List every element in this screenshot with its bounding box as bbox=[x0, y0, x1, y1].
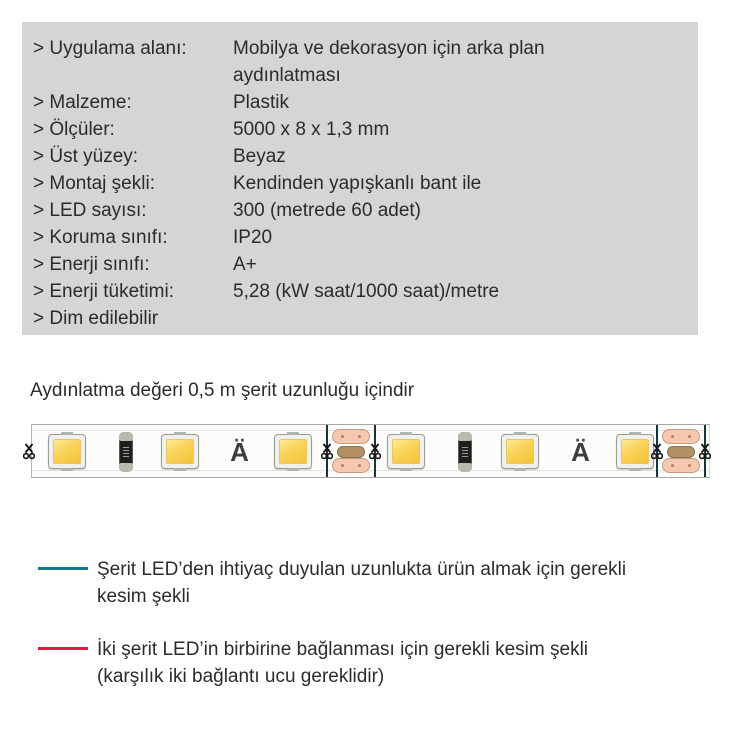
spec-row bbox=[33, 224, 688, 251]
spec-value: Kendinden yapışkanlı bant ile bbox=[233, 173, 482, 194]
led-chip bbox=[392, 439, 420, 464]
led-chip bbox=[279, 439, 307, 464]
spec-row bbox=[33, 197, 688, 224]
led-solder-tab bbox=[400, 468, 412, 471]
resistor-cap bbox=[458, 432, 472, 441]
spec-value bbox=[233, 305, 653, 332]
solder-point bbox=[358, 435, 361, 438]
led-chip bbox=[621, 439, 649, 464]
resistor-marking bbox=[123, 447, 129, 458]
led-module bbox=[161, 434, 199, 469]
solder-point bbox=[671, 464, 674, 467]
led-module bbox=[616, 434, 654, 469]
spec-value: Beyaz bbox=[233, 146, 286, 167]
scissors-icon bbox=[23, 443, 35, 460]
scissors-icon bbox=[321, 443, 333, 460]
spec-label: > Ölçüler: bbox=[33, 119, 115, 140]
spec-row bbox=[33, 305, 688, 332]
led-chip bbox=[166, 439, 194, 464]
solder-point bbox=[341, 464, 344, 467]
resistor-cap bbox=[119, 432, 133, 441]
haefele-a-umlaut-logo: Ä bbox=[230, 437, 248, 467]
solder-point bbox=[341, 435, 344, 438]
solder-point bbox=[671, 435, 674, 438]
spec-row bbox=[33, 89, 688, 116]
connector-oval bbox=[667, 446, 695, 458]
legend-color-line bbox=[38, 647, 88, 650]
solder-point bbox=[358, 464, 361, 467]
led-strip-illustration bbox=[31, 424, 710, 478]
spec-row bbox=[33, 278, 688, 305]
haefele-a-umlaut-logo: Ä bbox=[571, 437, 589, 467]
solder-pad bbox=[332, 458, 370, 473]
connector-oval bbox=[337, 446, 365, 458]
scissors-icon bbox=[699, 443, 711, 460]
spec-label: > Uygulama alanı: bbox=[33, 38, 187, 59]
spec-box bbox=[22, 22, 698, 335]
led-solder-tab bbox=[629, 432, 641, 435]
caption: Aydınlatma değeri 0,5 m şerit uzunluğu içindir bbox=[30, 380, 415, 401]
legend-item bbox=[38, 556, 678, 610]
legend-text: İki şerit LED’in birbirine bağlanması için gerekli kesim şekli (karşılık iki bağlantı ucu gereklidir) bbox=[97, 639, 589, 687]
spec-label: > Enerji sınıfı: bbox=[33, 254, 150, 275]
led-solder-tab bbox=[287, 432, 299, 435]
cut-legend bbox=[38, 556, 678, 690]
solder-connector bbox=[326, 425, 376, 477]
led-module bbox=[274, 434, 312, 469]
spec-label: > Dim edilebilir bbox=[33, 308, 159, 329]
spec-value: 5,28 (kW saat/1000 saat)/metre bbox=[233, 281, 500, 302]
led-module bbox=[387, 434, 425, 469]
spec-value: 300 (metrede 60 adet) bbox=[233, 200, 422, 221]
resistor-marking bbox=[462, 447, 468, 458]
led-solder-tab bbox=[400, 432, 412, 435]
spec-label: > LED sayısı: bbox=[33, 200, 147, 221]
spec-value: A+ bbox=[233, 254, 257, 275]
led-chip bbox=[53, 439, 81, 464]
led-solder-tab bbox=[629, 468, 641, 471]
led-solder-tab bbox=[514, 468, 526, 471]
resistor-cap bbox=[119, 463, 133, 472]
led-solder-tab bbox=[174, 468, 186, 471]
spec-label: > Montaj şekli: bbox=[33, 173, 155, 194]
spec-row bbox=[33, 170, 688, 197]
spec-row bbox=[33, 35, 688, 89]
led-solder-tab bbox=[61, 468, 73, 471]
resistor-cap bbox=[458, 463, 472, 472]
spec-label: > Malzeme: bbox=[33, 92, 132, 113]
legend-color-line bbox=[38, 567, 88, 570]
led-chip bbox=[506, 439, 534, 464]
led-solder-tab bbox=[287, 468, 299, 471]
spec-value: 5000 x 8 x 1,3 mm bbox=[233, 119, 390, 140]
led-solder-tab bbox=[514, 432, 526, 435]
solder-point bbox=[688, 464, 691, 467]
solder-pad bbox=[662, 458, 700, 473]
solder-connector bbox=[656, 425, 706, 477]
spec-row bbox=[33, 143, 688, 170]
spec-rows bbox=[33, 35, 688, 332]
spec-row bbox=[33, 116, 688, 143]
legend-text: Şerit LED’den ihtiyaç duyulan uzunlukta ürün almak için gerekli kesim şekli bbox=[97, 559, 627, 607]
spec-label: > Enerji tüketimi: bbox=[33, 281, 174, 302]
led-module bbox=[501, 434, 539, 469]
led-module bbox=[48, 434, 86, 469]
scissors-icon bbox=[369, 443, 381, 460]
led-solder-tab bbox=[61, 432, 73, 435]
resistor bbox=[458, 432, 472, 472]
led-solder-tab bbox=[174, 432, 186, 435]
spec-label: > Üst yüzey: bbox=[33, 146, 139, 167]
spec-row bbox=[33, 251, 688, 278]
scissors-icon bbox=[651, 443, 663, 460]
solder-pad bbox=[662, 429, 700, 444]
spec-value: IP20 bbox=[233, 227, 273, 248]
spec-label: > Koruma sınıfı: bbox=[33, 227, 168, 248]
spec-value: Mobilya ve dekorasyon için arka plan aydınlatması bbox=[233, 38, 545, 86]
spec-value: Plastik bbox=[233, 92, 289, 113]
legend-item bbox=[38, 636, 678, 690]
solder-pad bbox=[332, 429, 370, 444]
solder-point bbox=[688, 435, 691, 438]
resistor bbox=[119, 432, 133, 472]
